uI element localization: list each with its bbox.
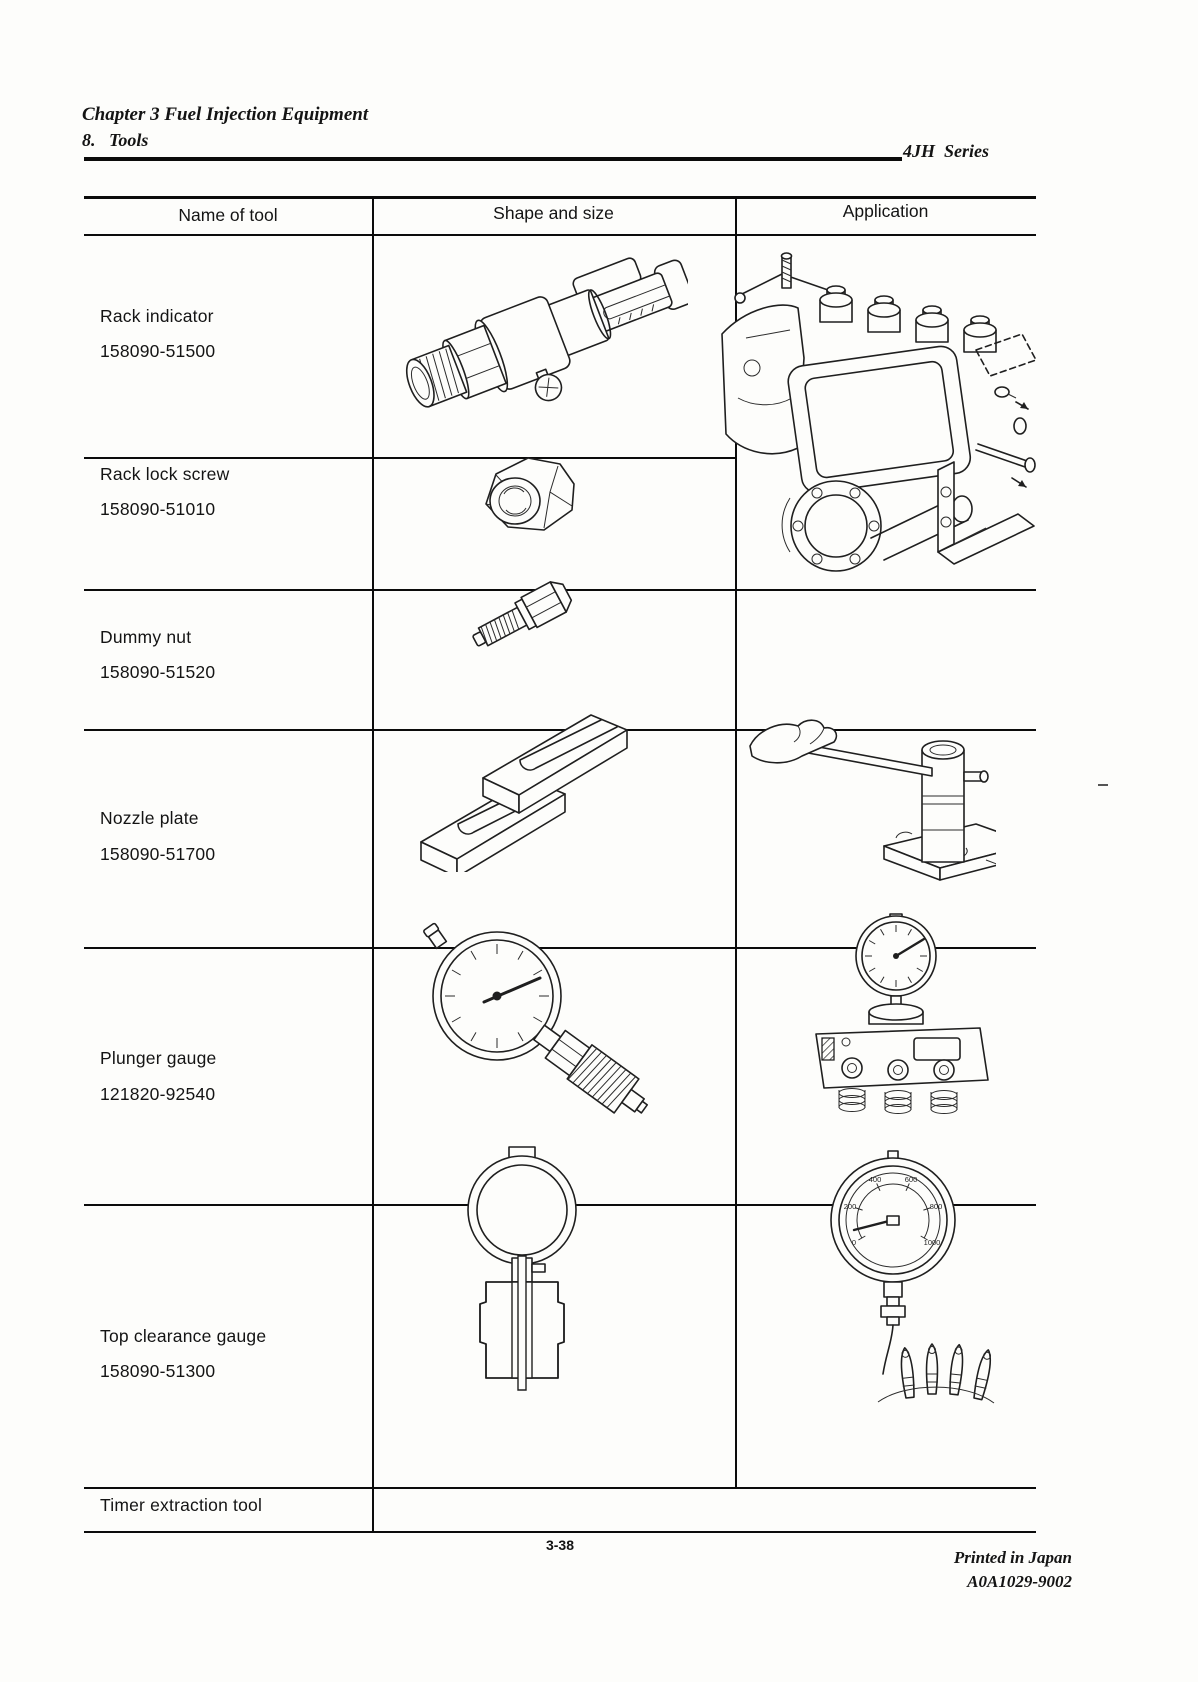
tool-name: Dummy nut [100,627,192,647]
series-label: 4JH Series [903,141,990,161]
tool-part-number: 121820-92540 [100,1084,216,1104]
row-border-1 [84,457,735,459]
tool-part-number: 158090-51300 [100,1361,216,1381]
tool-name: Plunger gauge [100,1048,217,1068]
row-border-6 [84,1487,1036,1489]
top-clearance-gauge-shape-illustration [452,1144,592,1396]
nozzle-plate-shape-illustration [395,682,655,872]
column-header-name: Name of tool [178,205,278,225]
injection-pump-application-illustration [686,238,1036,583]
gauge-scale-label: 200 [843,1202,857,1211]
table-bottom-border [84,1531,1036,1533]
plunger-gauge-shape-illustration [402,916,657,1121]
tool-part-number: 158090-51010 [100,499,216,519]
chapter-title: Chapter 3 Fuel Injection Equipment [82,104,369,125]
tool-name: Rack lock screw [100,464,230,484]
gauge-scale-label: 800 [929,1202,943,1211]
section-title: 8. Tools [82,130,149,150]
printed-in-label: Printed in Japan [953,1548,1072,1567]
table-header-border [84,234,1036,236]
gauge-scale-label: 1000 [923,1238,941,1247]
tool-part-number: 158090-51500 [100,341,216,361]
column-header-application: Application [842,201,929,221]
pressure-gauge-application-illustration [786,1146,1011,1406]
gauge-scale-label: 400 [868,1175,882,1184]
document-code: A0A1029-9002 [967,1572,1072,1591]
gauge-scale-label: 0 [851,1238,857,1247]
plunger-gauge-application-illustration [788,910,1008,1115]
rack-indicator-shape-illustration [388,240,688,430]
tool-part-number: 158090-51700 [100,844,216,864]
tool-name: Nozzle plate [100,808,199,828]
gauge-scale-label: 600 [904,1175,918,1184]
rack-lock-screw-shape-illustration [458,450,588,546]
header-rule [84,157,902,161]
page-number: 3-38 [545,1537,575,1553]
dummy-nut-shape-illustration [468,560,598,660]
column-divider-1 [372,196,374,1533]
tool-name: Timer extraction tool [100,1495,263,1515]
tool-part-number: 158090-51520 [100,662,216,682]
table-top-border [84,196,1036,199]
tool-name: Top clearance gauge [100,1326,267,1346]
scan-artifact-dash [1098,784,1108,786]
column-header-shape: Shape and size [493,203,614,223]
nozzle-plate-application-illustration [736,688,996,883]
tool-name: Rack indicator [100,306,214,326]
